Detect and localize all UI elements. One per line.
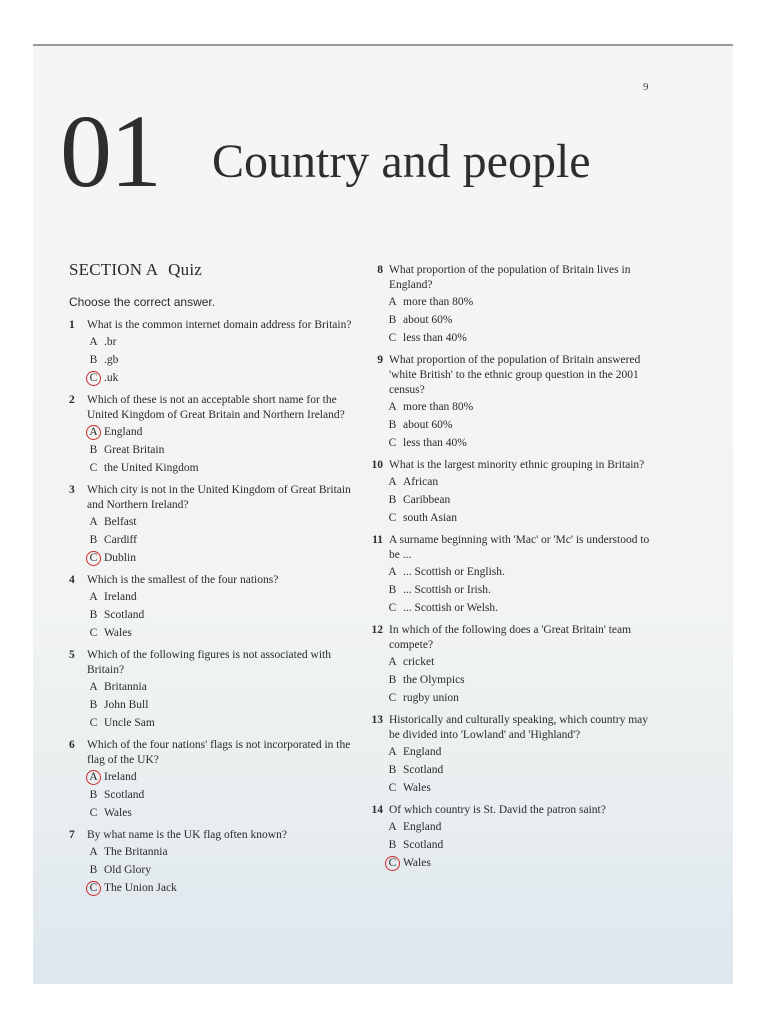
answer-option [86, 531, 359, 549]
option-letter: B [89, 698, 98, 711]
page-number: 9 [643, 81, 649, 93]
option-letter: A [388, 655, 397, 668]
question-number: 3 [69, 484, 75, 496]
question-list-right [359, 263, 659, 872]
quiz-instruction: Choose the correct answer. [69, 295, 216, 309]
left-column [69, 260, 359, 903]
option-letter: A [89, 680, 98, 693]
section-subheading: Quiz [168, 260, 203, 279]
circled-answer-letter: A [86, 770, 101, 785]
question-row [359, 458, 659, 473]
answer-option [86, 588, 359, 606]
option-text: Ireland [104, 590, 137, 603]
answer-option [86, 423, 359, 441]
option-text: ... Scottish or Irish. [403, 583, 491, 596]
answer-option [385, 473, 659, 491]
answer-option [86, 678, 359, 696]
quiz-question [69, 573, 359, 642]
option-text: cricket [403, 655, 435, 668]
question-text: By what name is the UK flag often known? [87, 829, 287, 841]
quiz-question [359, 803, 659, 872]
option-letter: C [388, 781, 397, 794]
answer-option [385, 779, 659, 797]
option-text: more than 80% [403, 295, 474, 308]
question-number: 4 [69, 574, 75, 586]
question-row [69, 828, 359, 843]
option-letter: C [89, 626, 98, 639]
question-row [359, 803, 659, 818]
answer-option [385, 689, 659, 707]
option-text: .gb [104, 353, 119, 366]
question-number: 13 [371, 714, 383, 726]
chapter-title: Country and people [212, 135, 591, 188]
question-text: Of which country is St. David the patron saint? [389, 804, 606, 816]
question-list-left [69, 318, 359, 897]
quiz-question [69, 648, 359, 732]
question-text: Which is the smallest of the four nations? [87, 574, 279, 586]
question-number: 7 [69, 829, 75, 841]
option-text: less than 40% [403, 331, 467, 344]
quiz-question [359, 458, 659, 527]
question-text: In which of the following does a 'Great Britain' team compete? [389, 624, 632, 651]
option-letter: C [89, 806, 98, 819]
option-letter: B [388, 418, 397, 431]
question-number: 12 [371, 624, 383, 636]
answer-option [86, 459, 359, 477]
answer-option [86, 879, 359, 897]
option-letter: A [388, 820, 397, 833]
option-text: Dublin [104, 551, 136, 564]
option-text: Cardiff [104, 533, 138, 546]
option-text: .br [104, 335, 117, 348]
option-letter: C [388, 511, 397, 524]
answer-option [385, 416, 659, 434]
option-text: Uncle Sam [104, 716, 155, 729]
answer-option [86, 351, 359, 369]
question-text: Historically and culturally speaking, which country may be divided into 'Lowland' and 'Highland'? [389, 714, 649, 741]
answer-option [86, 549, 359, 567]
answer-option [385, 434, 659, 452]
answer-option [86, 333, 359, 351]
question-row [69, 393, 359, 423]
answer-option [86, 369, 359, 387]
question-text: What is the largest minority ethnic grouping in Britain? [389, 459, 645, 471]
question-row [69, 573, 359, 588]
quiz-question [359, 353, 659, 452]
option-text: The Union Jack [104, 881, 177, 894]
circled-answer-letter: C [86, 881, 101, 896]
option-text: less than 40% [403, 436, 467, 449]
option-letter: C [388, 691, 397, 704]
option-text: Ireland [104, 770, 137, 783]
option-letter: B [89, 608, 98, 621]
answer-option [86, 804, 359, 822]
answer-option [86, 606, 359, 624]
question-number: 9 [377, 354, 383, 366]
answer-option [86, 696, 359, 714]
answer-option [385, 581, 659, 599]
quiz-question [69, 483, 359, 567]
question-number: 2 [69, 394, 75, 406]
quiz-question [69, 828, 359, 897]
option-letter: A [89, 515, 98, 528]
question-row [359, 533, 659, 563]
question-row [359, 623, 659, 653]
option-letter: B [89, 353, 98, 366]
question-text: What is the common internet domain address for Britain? [87, 319, 352, 331]
option-text: African [403, 475, 439, 488]
option-text: Old Glory [104, 863, 151, 876]
option-text: more than 80% [403, 400, 474, 413]
answer-option [86, 513, 359, 531]
option-letter: C [89, 461, 98, 474]
answer-option [86, 843, 359, 861]
option-letter: A [89, 335, 98, 348]
quiz-question [69, 393, 359, 477]
question-number: 1 [69, 319, 75, 331]
option-text: Scotland [403, 838, 444, 851]
question-row [69, 648, 359, 678]
option-letter: A [388, 475, 397, 488]
option-text: Wales [403, 856, 431, 869]
quiz-question [359, 623, 659, 707]
option-text: Wales [104, 806, 132, 819]
quiz-question [359, 713, 659, 797]
section-heading [69, 260, 359, 280]
question-text: What proportion of the population of Britain lives in England? [389, 264, 631, 291]
answer-option [86, 861, 359, 879]
option-text: ... Scottish or Welsh. [403, 601, 499, 614]
question-text: Which of the four nations' flags is not incorporated in the flag of the UK? [87, 739, 351, 766]
answer-option [385, 293, 659, 311]
answer-option [385, 563, 659, 581]
circled-answer-letter: C [86, 551, 101, 566]
answer-option [86, 786, 359, 804]
answer-option [385, 854, 659, 872]
question-text: Which of these is not an acceptable short name for the United Kingdom of Great Britain and Northern Ireland? [87, 394, 345, 421]
option-text: the United Kingdom [104, 461, 199, 474]
option-letter: A [388, 565, 397, 578]
circled-answer-letter: C [86, 371, 101, 386]
option-letter: B [388, 838, 397, 851]
answer-option [86, 714, 359, 732]
option-letter: A [388, 745, 397, 758]
option-letter: C [89, 716, 98, 729]
question-row [69, 738, 359, 768]
option-text: Great Britain [104, 443, 165, 456]
question-row [359, 263, 659, 293]
question-text: A surname beginning with 'Mac' or 'Mc' is understood to be ... [389, 534, 650, 561]
question-text: Which of the following figures is not associated with Britain? [87, 649, 332, 676]
question-row [69, 483, 359, 513]
answer-option [385, 671, 659, 689]
question-row [69, 318, 359, 333]
right-column [359, 263, 659, 878]
option-letter: B [89, 533, 98, 546]
option-text: England [403, 820, 442, 833]
answer-option [385, 836, 659, 854]
option-text: Britannia [104, 680, 147, 693]
option-letter: A [89, 845, 98, 858]
option-letter: B [388, 493, 397, 506]
option-text: .uk [104, 371, 119, 384]
question-number: 10 [371, 459, 383, 471]
answer-option [385, 818, 659, 836]
section-label: SECTION A [69, 260, 159, 279]
option-letter: B [388, 313, 397, 326]
answer-option [385, 311, 659, 329]
option-text: Scotland [104, 788, 145, 801]
answer-option [385, 398, 659, 416]
scan-margin [0, 0, 768, 44]
option-text: ... Scottish or English. [403, 565, 505, 578]
option-text: Scotland [403, 763, 444, 776]
answer-option [385, 599, 659, 617]
option-text: Scotland [104, 608, 145, 621]
answer-option [86, 768, 359, 786]
question-text: Which city is not in the United Kingdom of Great Britain and Northern Ireland? [87, 484, 351, 511]
option-letter: C [388, 601, 397, 614]
option-letter: B [388, 673, 397, 686]
circled-answer-letter: C [385, 856, 400, 871]
answer-option [385, 509, 659, 527]
answer-option [385, 743, 659, 761]
question-number: 5 [69, 649, 75, 661]
option-letter: A [89, 590, 98, 603]
chapter-number: 01 [60, 94, 160, 209]
answer-option [385, 329, 659, 347]
question-number: 11 [372, 534, 383, 546]
quiz-question [69, 318, 359, 387]
quiz-question [359, 263, 659, 347]
option-letter: B [89, 443, 98, 456]
answer-option [385, 761, 659, 779]
option-text: about 60% [403, 418, 453, 431]
question-row [359, 353, 659, 398]
answer-option [385, 491, 659, 509]
option-text: The Britannia [104, 845, 168, 858]
quiz-question [359, 533, 659, 617]
question-number: 14 [371, 804, 383, 816]
circled-answer-letter: A [86, 425, 101, 440]
answer-option [86, 624, 359, 642]
option-text: Wales [104, 626, 132, 639]
option-text: England [104, 425, 143, 438]
question-row [359, 713, 659, 743]
question-number: 6 [69, 739, 75, 751]
option-letter: C [388, 436, 397, 449]
quiz-question [69, 738, 359, 822]
option-text: John Bull [104, 698, 149, 711]
option-letter: C [388, 331, 397, 344]
option-text: the Olympics [403, 673, 465, 686]
option-text: Wales [403, 781, 431, 794]
answer-option [385, 653, 659, 671]
option-text: Belfast [104, 515, 137, 528]
option-letter: A [388, 295, 397, 308]
question-number: 8 [377, 264, 383, 276]
option-text: Caribbean [403, 493, 451, 506]
option-letter: B [388, 763, 397, 776]
option-letter: B [388, 583, 397, 596]
question-text: What proportion of the population of Britain answered 'white British' to the ethnic group question in the 2001 census? [389, 354, 641, 396]
option-text: rugby union [403, 691, 459, 704]
option-text: south Asian [403, 511, 457, 524]
option-letter: A [388, 400, 397, 413]
option-text: about 60% [403, 313, 453, 326]
option-text: England [403, 745, 442, 758]
option-letter: B [89, 863, 98, 876]
answer-option [86, 441, 359, 459]
option-letter: B [89, 788, 98, 801]
